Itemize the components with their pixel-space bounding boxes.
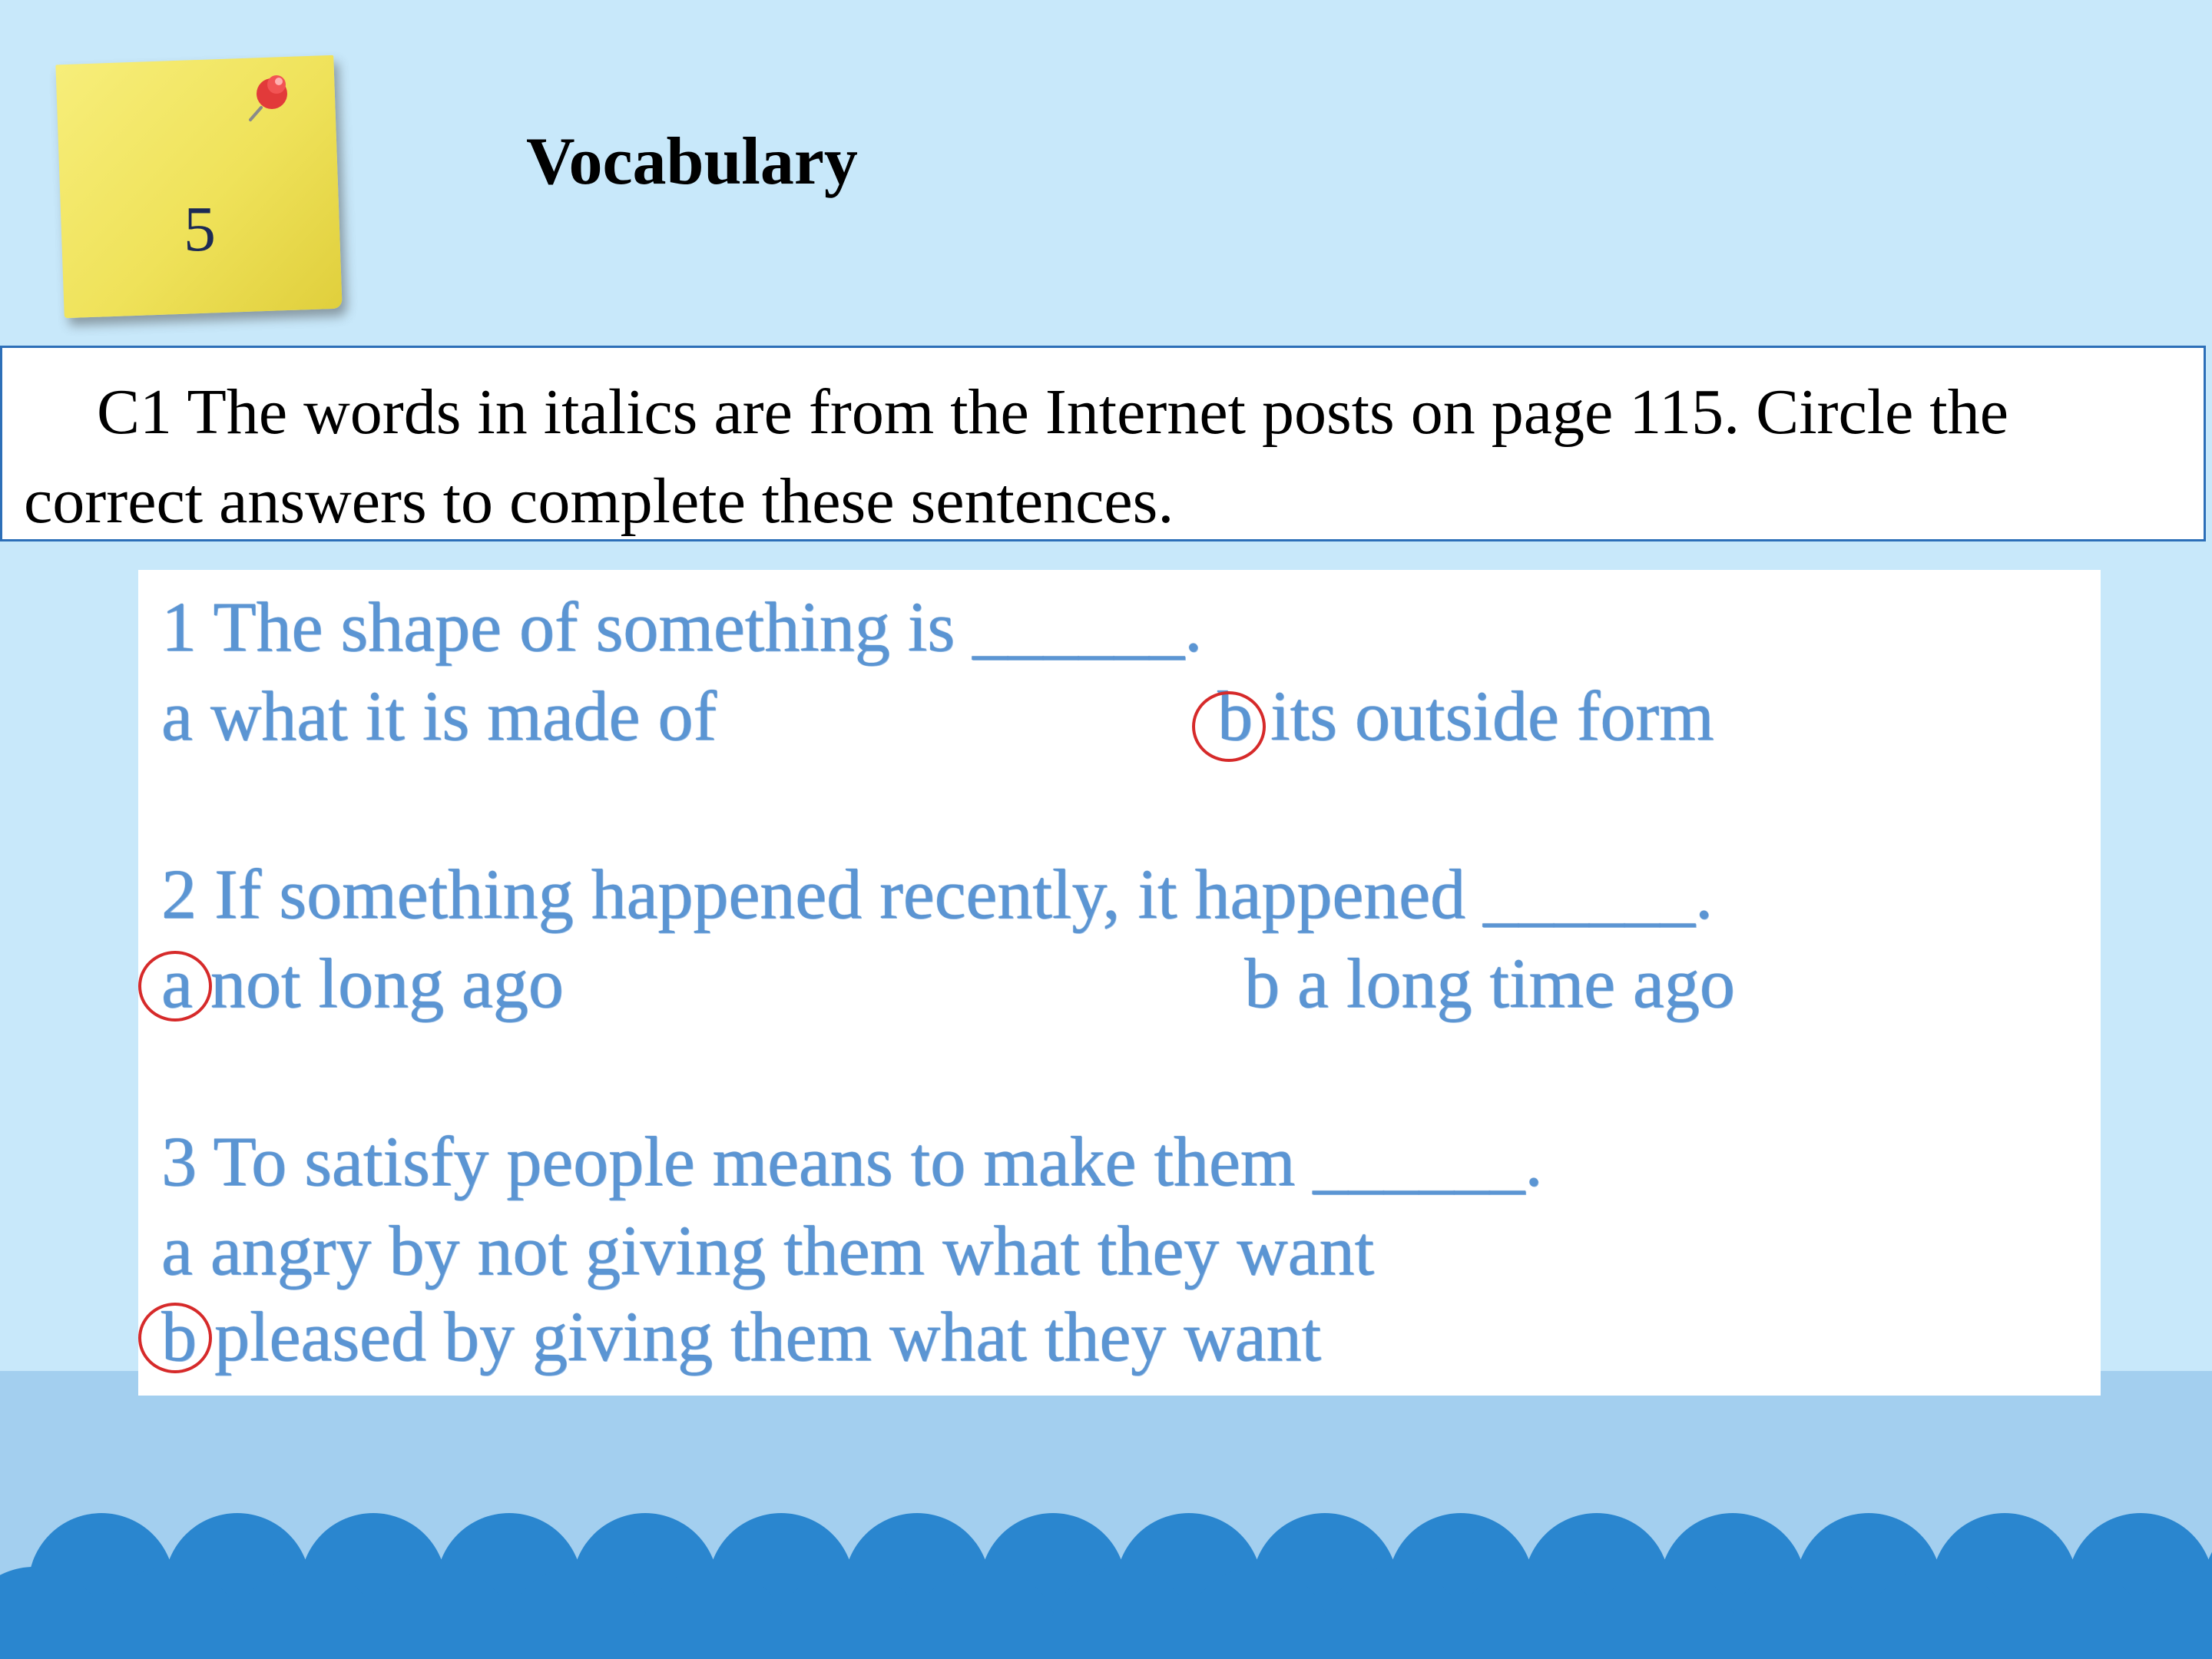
question-1-option-a	[161, 677, 717, 754]
sticky-note-paper	[55, 55, 342, 318]
wave-decoration	[0, 1482, 2212, 1659]
push-pin-icon	[244, 69, 298, 123]
option-letter: a	[161, 677, 193, 755]
answer-circle-q1-b	[1192, 691, 1266, 762]
answer-circle-q3-b	[138, 1303, 212, 1373]
slide-number: 5	[184, 194, 216, 265]
sticky-note	[46, 46, 346, 319]
option-text: its outside form	[1253, 677, 1714, 755]
option-text: what it is made of	[192, 677, 717, 755]
question-3-option-b	[161, 1298, 1321, 1375]
wave-base	[0, 1617, 2212, 1659]
option-letter: a	[161, 1211, 193, 1290]
option-letter: a	[161, 944, 193, 1022]
question-1-stem: 1 The shape of something is ______.	[161, 588, 1203, 666]
instructions-text: C1 The words in italics are from the Internet posts on page 115. Circle the correct answers to complete these sentences.	[24, 376, 2009, 537]
option-text: pleased by giving them what they want	[197, 1297, 1322, 1376]
question-2-stem: 2 If something happened recently, it happened ______.	[161, 855, 1714, 933]
option-text: a long time ago	[1280, 944, 1735, 1022]
slide-title: Vocabulary	[526, 124, 858, 199]
instructions-box	[0, 346, 2206, 541]
question-1-option-b	[1217, 677, 1714, 754]
question-panel	[138, 570, 2101, 1396]
question-2-option-a	[161, 945, 564, 1022]
option-text: angry by not giving them what they want	[192, 1211, 1375, 1290]
option-letter: b	[1217, 677, 1253, 755]
answer-circle-q2-a	[138, 951, 212, 1022]
option-letter: b	[161, 1297, 197, 1376]
question-3-stem: 3 To satisfy people means to make them ______.	[161, 1122, 1543, 1200]
question-3-option-a	[161, 1212, 1374, 1289]
option-text: not long ago	[192, 944, 564, 1022]
question-2-option-b	[1244, 945, 1735, 1022]
option-letter: b	[1244, 944, 1280, 1022]
